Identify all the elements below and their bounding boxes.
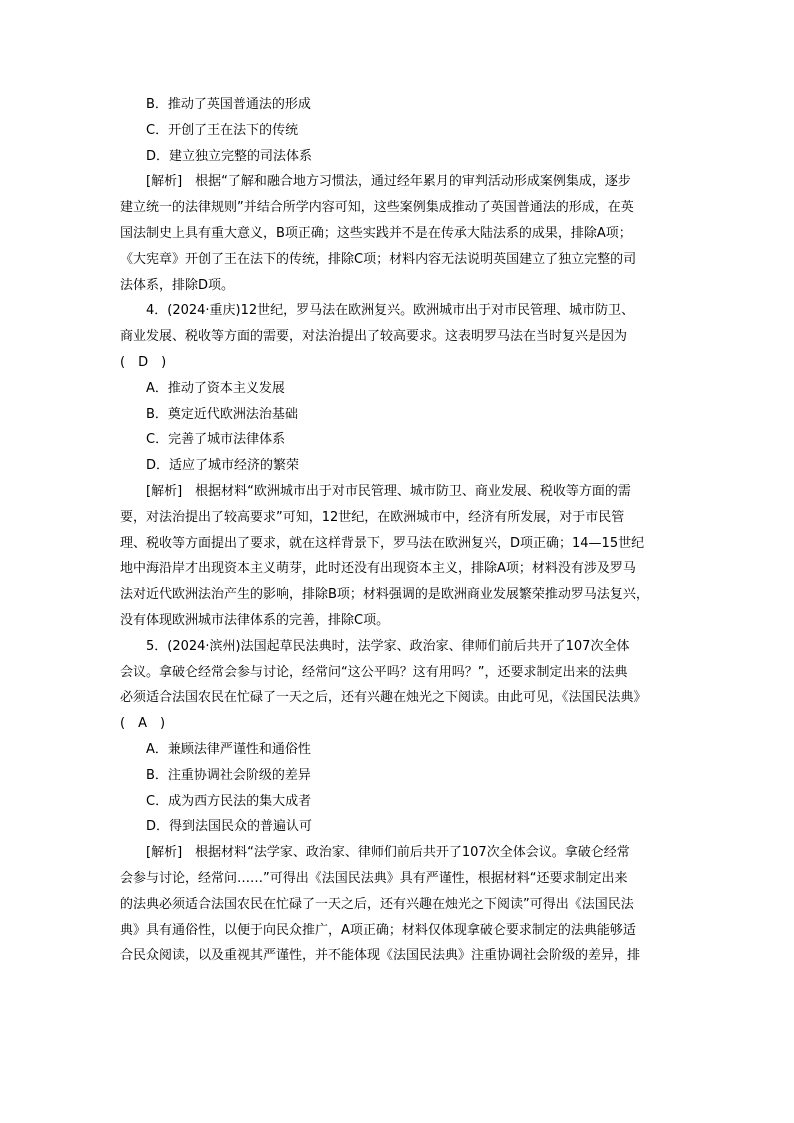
q4-stem-line: 4．(2024·重庆)12世纪，罗马法在欧洲复兴。欧洲城市出于对市民管理、城市防卫、 — [146, 303, 635, 319]
q3-option-c: C．开创了王在法下的传统 — [146, 122, 299, 138]
q4-answer: ( D ) — [120, 354, 167, 370]
q3-analysis-line: 建立统一的法律规则”并结合所学内容可知，这些案例集成推动了英国普通法的形成，在英 — [120, 200, 634, 216]
q4-analysis-line: 理、税收等方面提出了要求，就在这样背景下，罗马法在欧洲复兴，D项正确；14—15世纪 — [120, 535, 645, 551]
q3-option-d: D．建立独立完整的司法体系 — [146, 148, 313, 164]
q4-analysis-line: 没有体现欧洲城市法律体系的完善，排除C项。 — [120, 612, 390, 628]
q4-stem-line: 商业发展、税收等方面的需要，对法治提出了较高要求。这表明罗马法在当时复兴是因为 — [120, 329, 628, 345]
q4-option-d: D．适应了城市经济的繁荣 — [146, 458, 300, 474]
q5-option-c: C．成为西方民法的集大成者 — [146, 793, 312, 809]
q5-stem-line: 必须适合法国农民在忙碌了一天之后，还有兴趣在烛光之下阅读。由此可见，《法国民法典》 — [120, 690, 647, 706]
q5-analysis — [120, 840, 660, 969]
q3-analysis-line: [解析] 根据“了解和融合地方习惯法，通过经年累月的审判活动形成案例集成，逐步 — [146, 174, 631, 190]
q5-analysis-line: [解析] 根据材料“法学家、政治家、律师们前后共开了107次全体会议。拿破仑经常 — [146, 845, 630, 861]
q5-option-a: A．兼顾法律严谨性和通俗性 — [146, 741, 311, 757]
q4-analysis — [120, 479, 660, 634]
q5-stem-line: 会议。拿破仑经常会参与讨论，经常问“这公平吗？这有用吗？”，还要求制定出来的法典 — [120, 664, 628, 680]
q5-analysis-line: 合民众阅读，以及重视其严谨性，并不能体现《法国民法典》注重协调社会阶级的差异，排 — [120, 948, 641, 964]
q5-option-b: B．注重协调社会阶级的差异 — [146, 767, 311, 783]
q5-analysis-line: 的法典必须适合法国农民在忙碌了一天之后，还有兴趣在烛光之下阅读”可得出《法国民法 — [120, 896, 634, 912]
q4-option-a: A．推动了资本主义发展 — [146, 380, 285, 396]
q4-stem — [120, 298, 660, 375]
q5-analysis-line: 会参与讨论，经常问……”可得出《法国民法典》具有严谨性，根据材料“还要求制定出来 — [120, 870, 628, 886]
q4-analysis-line: [解析] 根据材料“欧洲城市出于对市民管理、城市防卫、商业发展、税收等方面的需 — [146, 483, 631, 499]
q4-option-c: C．完善了城市法律体系 — [146, 432, 286, 448]
q3-option-b: B．推动了英国普通法的形成 — [146, 97, 311, 112]
document-body — [120, 92, 660, 969]
q5-stem — [120, 634, 660, 737]
q3-analysis-line: 国法制史上具有重大意义，B项正确；这些实践并不是在传承大陆法系的成果，排除A项； — [120, 225, 632, 241]
q5-option-d: D．得到法国民众的普遍认可 — [146, 819, 313, 835]
q4-analysis-line: 要，对法治提出了较高要求”可知，12世纪，在欧洲城市中，经济有所发展，对于市民管 — [120, 509, 625, 525]
q4-analysis-line: 法对近代欧洲法治产生的影响，排除B项；材料强调的是欧洲商业发展繁荣推动罗马法复兴， — [120, 587, 649, 603]
q4-analysis-line: 地中海沿岸才出现资本主义萌芽，此时还没有出现资本主义，排除A项；材料没有涉及罗马 — [120, 561, 636, 577]
q5-stem-line: 5．(2024·滨州)法国起草民法典时，法学家、政治家、律师们前后共开了107次全体 — [146, 638, 630, 654]
q4-option-b: B．奠定近代欧洲法治基础 — [146, 406, 298, 422]
q3-analysis-line: 法体系，排除D项。 — [120, 277, 235, 293]
q3-analysis — [120, 169, 660, 298]
q3-analysis-line: 《大宪章》开创了王在法下的传统，排除C项；材料内容无法说明英国建立了独立完整的司 — [120, 251, 637, 267]
q5-analysis-line: 典》具有通俗性，以便于向民众推广，A项正确；材料仅体现拿破仑要求制定的法典能够适 — [120, 922, 636, 938]
q5-answer: ( A ) — [120, 716, 166, 732]
